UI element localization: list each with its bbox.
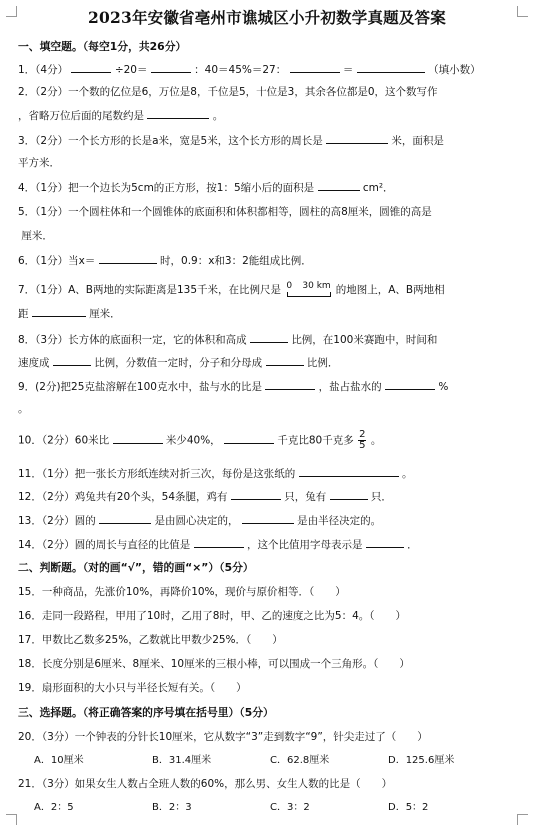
question-17: 17．甲数比乙数多25%，乙数就比甲数少25%．（ ）	[18, 634, 283, 646]
answer-blank[interactable]	[266, 355, 304, 366]
question-3-cont: 平方米．	[18, 157, 60, 169]
answer-blank[interactable]	[330, 489, 368, 500]
answer-blank[interactable]	[242, 513, 294, 524]
fraction-numerator: 2	[359, 429, 366, 440]
q10-text: 10．（2分）60米比	[18, 434, 110, 447]
question-18: 18．长度分别是6厘米、8厘米、10厘米的三根小棒，可以围成一个三角形。（ ）	[18, 658, 410, 670]
q7-text: 距	[18, 308, 29, 320]
option-d[interactable]: D．5：2	[388, 802, 429, 813]
question-6	[18, 253, 518, 268]
q9-text: 9．(2分)把25克盐溶解在100克水中，盐与水的比是	[18, 381, 262, 393]
question-21-options	[34, 800, 534, 815]
q1-text: ＝	[342, 64, 354, 76]
question-20: 20．（3分）一个钟表的分针长10厘米，它从数字“3”走到数字“9”，针尖走过了（ ）	[18, 731, 428, 743]
answer-blank[interactable]	[231, 489, 281, 500]
question-5-cont	[18, 228, 518, 243]
option-c[interactable]: C．3：2	[270, 802, 310, 813]
q9-text: %	[438, 381, 449, 393]
question-15: 15．一种商品，先涨价10%，再降价10%，现价与原价相等．（ ）	[18, 586, 346, 598]
question-3	[18, 133, 518, 148]
option-b[interactable]: B．2：3	[152, 802, 192, 813]
q7-text: 厘米．	[89, 308, 121, 320]
scale-zero-label: 0	[286, 281, 293, 291]
question-8	[18, 332, 518, 347]
answer-blank[interactable]	[299, 466, 399, 477]
question-1	[18, 62, 518, 77]
q7-text: 7．（1分）A、B两地的实际距离是135千米，在比例尺是	[18, 284, 282, 296]
q1-number: 1．（4分）	[18, 64, 69, 76]
answer-blank[interactable]	[385, 379, 435, 390]
page-title: 2023年安徽省亳州市谯城区小升初数学真题及答案	[88, 8, 446, 27]
option-d[interactable]: D．125.6厘米	[388, 755, 455, 766]
question-19: 19．扇形面积的大小只与半径长短有关。（ ）	[18, 682, 247, 694]
q14-text: ，这个比值用字母表示是	[246, 539, 363, 551]
answer-blank[interactable]	[53, 355, 91, 366]
q4-text: 4．（1分）把一个边长为5cm的正方形，按1：5缩小后的面积是	[18, 182, 315, 194]
question-2-cont	[18, 108, 518, 123]
corner-mark	[6, 814, 17, 825]
question-11	[18, 466, 518, 481]
q8-text: 速度成	[18, 357, 50, 369]
answer-blank[interactable]	[32, 306, 86, 317]
option-a[interactable]: A．10厘米	[34, 755, 84, 766]
q14-text: 14．（2分）圆的周长与直径的比值是	[18, 539, 191, 551]
question-13	[18, 513, 518, 528]
q3-text: 3．（2分）一个长方形的长是a米，宽是5米，这个长方形的周长是	[18, 135, 323, 147]
question-12	[18, 489, 518, 504]
q7-text: 的地图上，A、B两地相	[335, 284, 445, 296]
section-heading-fill: 一、填空题。（每空1分，共26分）	[18, 40, 187, 53]
q1-text: （填小数）	[428, 64, 481, 76]
answer-blank[interactable]	[318, 180, 360, 191]
scale-30km-label: 30 km	[302, 281, 331, 291]
q2-text: 。	[212, 110, 224, 122]
answer-blank[interactable]	[113, 433, 163, 444]
q13-text: 13．（2分）圆的	[18, 515, 96, 527]
scale-bar-icon	[287, 292, 331, 297]
q12-text: 只，兔有	[284, 491, 327, 503]
q8-text: 比例．	[306, 357, 339, 369]
q13-text: 是由半径决定的。	[297, 515, 382, 527]
question-4	[18, 180, 518, 195]
question-16: 16．走同一段路程，甲用了10时，乙用了8时，甲、乙的速度之比为5：4。（ ）	[18, 610, 407, 622]
question-7-cont	[18, 306, 518, 321]
q12-text: 只．	[370, 491, 392, 503]
question-14	[18, 537, 518, 552]
q4-text: cm²．	[362, 182, 394, 194]
question-9	[18, 379, 518, 394]
answer-blank[interactable]	[194, 537, 244, 548]
question-5: 5．（1分）一个圆柱体和一个圆锥体的底面积和体积都相等，圆柱的高8厘米，圆锥的高是	[18, 206, 432, 218]
q8-text: 比例，分数值一定时，分子和分母成	[94, 357, 263, 369]
section-heading-choice: 三、选择题。（将正确答案的序号填在括号里）（5分）	[18, 706, 274, 719]
q8-text: 比例，在100米赛跑中，时间和	[291, 334, 438, 346]
answer-blank[interactable]	[99, 513, 151, 524]
q10-text: 米少40%，	[165, 434, 221, 447]
q1-text: ：40＝45%＝27：	[194, 64, 287, 76]
q11-text: 11．（1分）把一张长方形纸连续对折三次，每份是这张纸的	[18, 468, 296, 480]
q14-text: ．	[407, 539, 418, 551]
q6-text: 时，0.9：x和3：2能组成比例．	[160, 255, 312, 267]
answer-blank[interactable]	[224, 433, 274, 444]
answer-blank[interactable]	[357, 62, 425, 73]
q12-text: 12．（2分）鸡兔共有20个头，54条腿，鸡有	[18, 491, 228, 503]
option-c[interactable]: C．62.8厘米	[270, 755, 330, 766]
q2-text: ，省略万位后面的尾数约是	[18, 110, 144, 122]
map-scale-bar	[286, 281, 330, 299]
q11-text: 。	[401, 468, 413, 480]
q6-text: 6．（1分）当x＝	[18, 255, 96, 267]
answer-blank[interactable]	[326, 133, 388, 144]
answer-blank[interactable]	[151, 62, 191, 73]
answer-blank[interactable]	[265, 379, 315, 390]
option-b[interactable]: B．31.4厘米	[152, 755, 212, 766]
answer-blank[interactable]	[99, 253, 157, 264]
fraction-denominator: 5	[359, 440, 366, 451]
corner-mark	[517, 814, 528, 825]
question-2: 2．（2分）一个数的亿位是6，万位是8，千位是5，十位是3，其余各位都是0，这个数写作	[18, 86, 438, 98]
answer-blank[interactable]	[250, 332, 288, 343]
fraction-two-fifths	[358, 430, 366, 451]
question-9-cont: 。	[18, 403, 29, 415]
answer-blank[interactable]	[71, 62, 111, 73]
answer-blank[interactable]	[366, 537, 404, 548]
option-a[interactable]: A．2：5	[34, 802, 74, 813]
q5-text: 厘米．	[21, 230, 53, 242]
q13-text: 是由圆心决定的，	[154, 515, 239, 527]
answer-blank[interactable]	[147, 108, 209, 119]
q8-text: 8．（3分）长方体的底面积一定，它的体积和高成	[18, 334, 247, 346]
answer-blank[interactable]	[290, 62, 340, 73]
q9-text: ，盐占盐水的	[318, 381, 382, 393]
q1-text: ÷20＝	[114, 64, 148, 76]
question-10	[18, 430, 518, 451]
q10-text: 。	[370, 434, 382, 447]
q3-text: 米，面积是	[391, 135, 444, 147]
q10-text: 千克比80千克多	[277, 434, 354, 447]
question-8-cont	[18, 355, 518, 370]
question-20-options	[34, 753, 534, 768]
section-heading-judge: 二、判断题。（对的画“√”，错的画“×”）（5分）	[18, 561, 254, 574]
question-7	[18, 281, 518, 299]
question-21: 21．（3分）如果女生人数占全班人数的60%，那么男、女生人数的比是（ ）	[18, 778, 393, 790]
